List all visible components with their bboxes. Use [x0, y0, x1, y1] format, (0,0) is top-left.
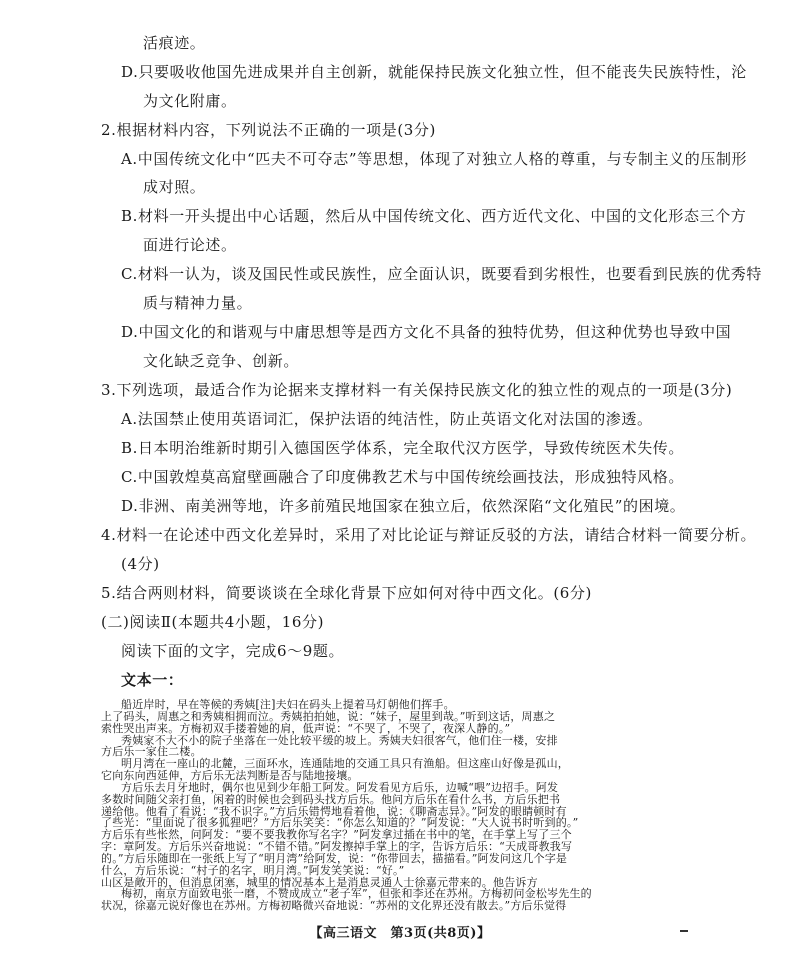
- passage-line: 了些光：“里面说了很多狐狸吧？”方后乐笑笑：“你怎么知道的？”阿发说：“大人说书时听到的。”: [101, 816, 579, 830]
- passage-line: 山区是敞开的，但消息闭塞，城里的情况基本上是消息灵通人士徐嘉元带来的。他告诉方: [101, 875, 538, 889]
- text-line: (4分): [121, 555, 160, 573]
- passage-line: 上了码头，周惠之和秀姨相拥而泣。秀姨拍拍她，说：“妹子，屋里到哉。”听到这话，周惠之: [101, 709, 556, 723]
- text-line: 阅读下面的文字，完成6～9题。: [121, 642, 345, 660]
- text-line: C.材料一认为，谈及国民性或民族性，应全面认识，既要看到劣根性，也要看到民族的优秀特: [121, 265, 762, 283]
- section-heading: (二)阅读Ⅱ(本题共4小题，16分): [101, 613, 325, 631]
- passage-line: 方后乐有些怅然，问阿发：“要不要我教你写名字？”阿发拿过插在书中的笔，在手掌上写了三个: [101, 828, 572, 842]
- text-line: D.非洲、南美洲等地，许多前殖民地国家在独立后，依然深陷“文化殖民”的困境。: [121, 497, 686, 515]
- text-line: B.日本明治维新时期引入德国医学体系，完全取代汉方医学，导致传统医术失传。: [121, 439, 684, 457]
- text-title: 文本一：: [121, 671, 184, 689]
- text-line: 成对照。: [143, 178, 206, 196]
- text-line: 活痕迹。: [143, 34, 206, 52]
- scan-mark: [680, 930, 688, 932]
- passage-line: 方后乐去月牙地时，偶尔也见到少年船工阿发。阿发看见方后乐，边喊“喂”边招手。阿发: [121, 780, 559, 794]
- text-line: D.只要吸收他国先进成果并自主创新，就能保持民族文化独立性，但不能丧失民族特性，沦: [121, 63, 747, 81]
- passage-line: 递给他。他看了看说：“我不识字。”方后乐错愕地看着他，说：《聊斋志异》。”阿发的眼睛顿时有: [101, 804, 567, 818]
- text-line: A.法国禁止使用英语词汇，保护法语的纯洁性，防止英语文化对法国的渗透。: [121, 410, 653, 428]
- text-line: 文化缺乏竞争、创新。: [143, 352, 300, 370]
- passage-line: 船近岸时，早在等候的秀姨[注]夫妇在码头上提着马灯朝他们挥手。: [121, 698, 455, 711]
- text-line: B.材料一开头提出中心话题，然后从中国传统文化、西方近代文化、中国的文化形态三个方: [121, 207, 747, 225]
- passage-line: 字：章阿发。方后乐兴奋地说：“不错不错。”阿发擦掉手掌上的字，告诉方后乐：“天成哥教我写: [101, 840, 573, 853]
- text-line: 2.根据材料内容，下列说法不正确的一项是(3分): [101, 121, 436, 139]
- text-line: 3.下列选项，最适合作为论据来支撑材料一有关保持民族文化的独立性的观点的一项是(3分): [101, 381, 733, 399]
- text-line: D.中国文化的和谐观与中庸思想等是西方文化不具备的独特优势，但这种优势也导致中国: [121, 323, 732, 341]
- passage-line: 索性哭出声来。方梅初双手搂着她的肩，低声说：“不哭了，不哭了，夜深人静的。”: [101, 721, 511, 735]
- text-line: 5.结合两则材料，简要谈谈在全球化背景下应如何对待中西文化。(6分): [101, 584, 592, 602]
- passage-line: 秀姨家不大不小的院子坐落在一处比较平缓的坡上。秀姨夫妇很客气，他们住一楼，安排: [121, 733, 558, 747]
- text-line: A.中国传统文化中“匹夫不可夺志”等思想，体现了对独立人格的尊重，与专制主义的压制形: [121, 150, 748, 168]
- passage-line: 梅初，南京方面致电张一磨，不赞成成立“老子军”，但张和李还在苏州。方梅初问金松岑先生的: [121, 887, 592, 901]
- passage-line: 明月湾在一座山的北麓，三面环水，连通陆地的交通工具只有渔船。但这座山好像是孤山，: [121, 757, 569, 771]
- passage-line: 它向东向西延伸，方后乐无法判断是否与陆地接壤。: [101, 769, 359, 782]
- passage-line: 方后乐一家住二楼。: [101, 745, 202, 759]
- passage-line: 的。”方后乐随即在一张纸上写了“明月湾”给阿发，说：“你带回去，描描看。”阿发问这几个字是: [101, 851, 568, 865]
- passage-line: 状况，徐嘉元说好像也在苏州。方梅初略微兴奋地说：“苏州的文化界还没有散去。”方后乐觉得: [101, 899, 567, 913]
- passage-line: 什么，方后乐说：“村子的名字，明月湾。”阿发笑笑说：“好。”: [101, 863, 405, 877]
- text-line: 面进行论述。: [143, 236, 237, 254]
- passage-line: 多数时间随父亲打鱼，闲着的时候也会到码头找方后乐。他问方后乐在看什么书，方后乐把书: [101, 792, 561, 806]
- text-line: 质与精神力量。: [143, 294, 253, 312]
- text-line: 为文化附庸。: [143, 92, 237, 110]
- text-line: C.中国敦煌莫高窟壁画融合了印度佛教艺术与中国传统绘画技法，形成独特风格。: [121, 468, 684, 486]
- text-line: 4.材料一在论述中西文化差异时，采用了对比论证与辩证反驳的方法，请结合材料一简要分析。: [101, 526, 757, 544]
- page-footer: 【高三语文 第3页(共8页)】: [309, 926, 491, 941]
